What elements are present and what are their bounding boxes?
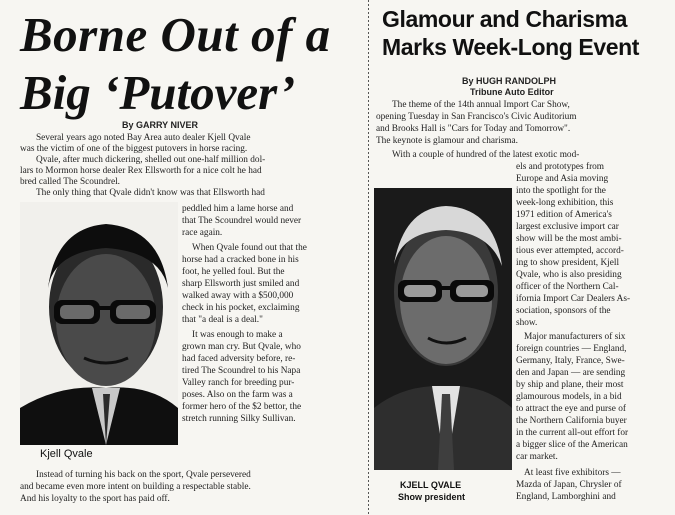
right-side-line: Germany, Italy, France, Swe- [516,356,625,366]
left-tail-line: And his loyalty to the sport has paid off. [20,494,170,504]
kjell-qvale-photo-right [374,188,512,470]
right-side-line: largest exclusive import car [516,222,619,232]
left-side-line: had faced adversity before, re- [182,354,296,364]
portrait-image [374,188,512,470]
left-lead-line: lars to Mormon horse dealer Rex Ellsworth for a nice colt he had [20,166,262,176]
left-photo-caption: Kjell Qvale [40,448,93,460]
right-side-line: Major manufacturers of six [524,332,626,342]
left-side-line: It was enough to make a [192,330,283,340]
right-side-line: sociation, sponsors of the [516,306,611,316]
right-byline-title: Tribune Auto Editor [470,87,554,97]
left-side-line: Valley ranch for breeding pur- [182,378,295,388]
left-lead-line: Several years ago noted Bay Area auto dealer Kjell Qvale [36,133,251,143]
right-side-line: officer of the Northern Cal- [516,282,619,292]
left-side-line: walked away with a $500,000 [182,291,294,301]
right-article [372,0,675,515]
left-side-line: sharp Ellsworth just smiled and [182,279,300,289]
right-side-line: ifornia Import Car Dealers As- [516,294,631,304]
left-side-line: stretch running Silky Sullivan. [182,414,296,424]
right-byline: By HUGH RANDOLPH [462,76,557,86]
right-headline-line2: Marks Week-Long Event [382,34,640,60]
left-headline-line1: Borne Out of a [20,7,331,62]
right-side-line: into the spotlight for the [516,186,606,196]
left-side-line: grown man cry. But Qvale, who [182,342,301,352]
right-lead-line: With a couple of hundred of the latest exotic mod- [392,150,580,160]
right-side-line: foreign countries — England, [516,344,627,354]
left-side-line: former hero of the $2 bettor, the [182,402,302,412]
right-side-line: ing to show president, Kjell [516,258,620,268]
left-tail-line: and became even more intent on building a respectable stable. [20,482,251,492]
left-side-line: peddled him a lame horse and [182,204,294,214]
right-side-line: glamourous models, in a bid [516,392,622,402]
left-headline-line2: Big ‘Putover’ [20,65,296,120]
left-side-line: that "a deal is a deal." [182,315,263,325]
right-side-line: the Northern California buyer [516,416,627,426]
kjell-qvale-photo-left [20,202,178,445]
left-side-line: horse had a cracked bone in his [182,255,299,265]
right-side-line: els and prototypes from [516,162,605,172]
right-lead-line: and Brooks Hall is "Cars for Today and Tomorrow". [376,124,571,134]
portrait-image [20,202,178,445]
left-lead-line: The only thing that Qvale didn't know was that Ellsworth had [36,188,265,198]
right-photo-caption-title: Show president [398,492,466,502]
right-side-line: At least five exhibitors — [524,468,621,478]
left-byline: By GARRY NIVER [122,120,199,130]
right-side-line: car market. [516,452,558,462]
right-side-line: Qvale, who is also presiding [516,270,622,280]
left-side-line: race again. [182,228,223,238]
right-side-line: 1971 edition of America's [516,210,612,220]
right-photo-caption-name: KJELL QVALE [400,480,462,490]
right-side-line: England, Lamborghini and [516,492,616,502]
column-divider [368,0,369,515]
left-side-line: When Qvale found out that the [192,243,307,253]
right-lead-line: opening Tuesday in San Francisco's Civic Auditorium [376,112,577,122]
left-side-line: foot, he yelled foul. But the [182,267,285,277]
right-side-line: by ship and plane, their most [516,380,624,390]
right-side-line: in the current all-out effort for [516,428,629,438]
right-side-line: tious ever attempted, accord- [516,246,624,256]
right-lead-line: The keynote is glamour and charisma. [376,136,518,146]
left-side-line: tired The Scoundrel to his Napa [182,366,301,376]
right-side-line: den and Japan — are sending [516,368,626,378]
right-side-line: show. [516,318,538,328]
left-side-line: poses. Also on the farm was a [182,390,293,400]
left-lead-line: was the victim of one of the biggest putovers in horse racing. [20,144,248,154]
right-side-line: Europe and Asia moving [516,174,609,184]
right-side-line: show will be the most ambi- [516,234,622,244]
left-lead-line: Qvale, after much dickering, shelled out one-half million dol- [36,155,266,165]
right-side-line: Mazda of Japan, Chrysler of [516,480,622,490]
left-tail-line: Instead of turning his back on the sport, Qvale persevered [36,470,251,480]
right-side-line: to attract the eye and purse of [516,404,626,414]
right-side-line: week-long exhibition, this [516,198,614,208]
left-side-line: that The Scoundrel would never [182,216,302,226]
left-lead-line: bred called The Scoundrel. [20,177,120,187]
left-side-line: check in his pocket, exclaiming [182,303,300,313]
right-side-line: a bigger slice of the American [516,440,628,450]
right-lead-line: The theme of the 14th annual Import Car Show, [392,100,570,110]
right-headline-line1: Glamour and Charisma [382,6,628,32]
